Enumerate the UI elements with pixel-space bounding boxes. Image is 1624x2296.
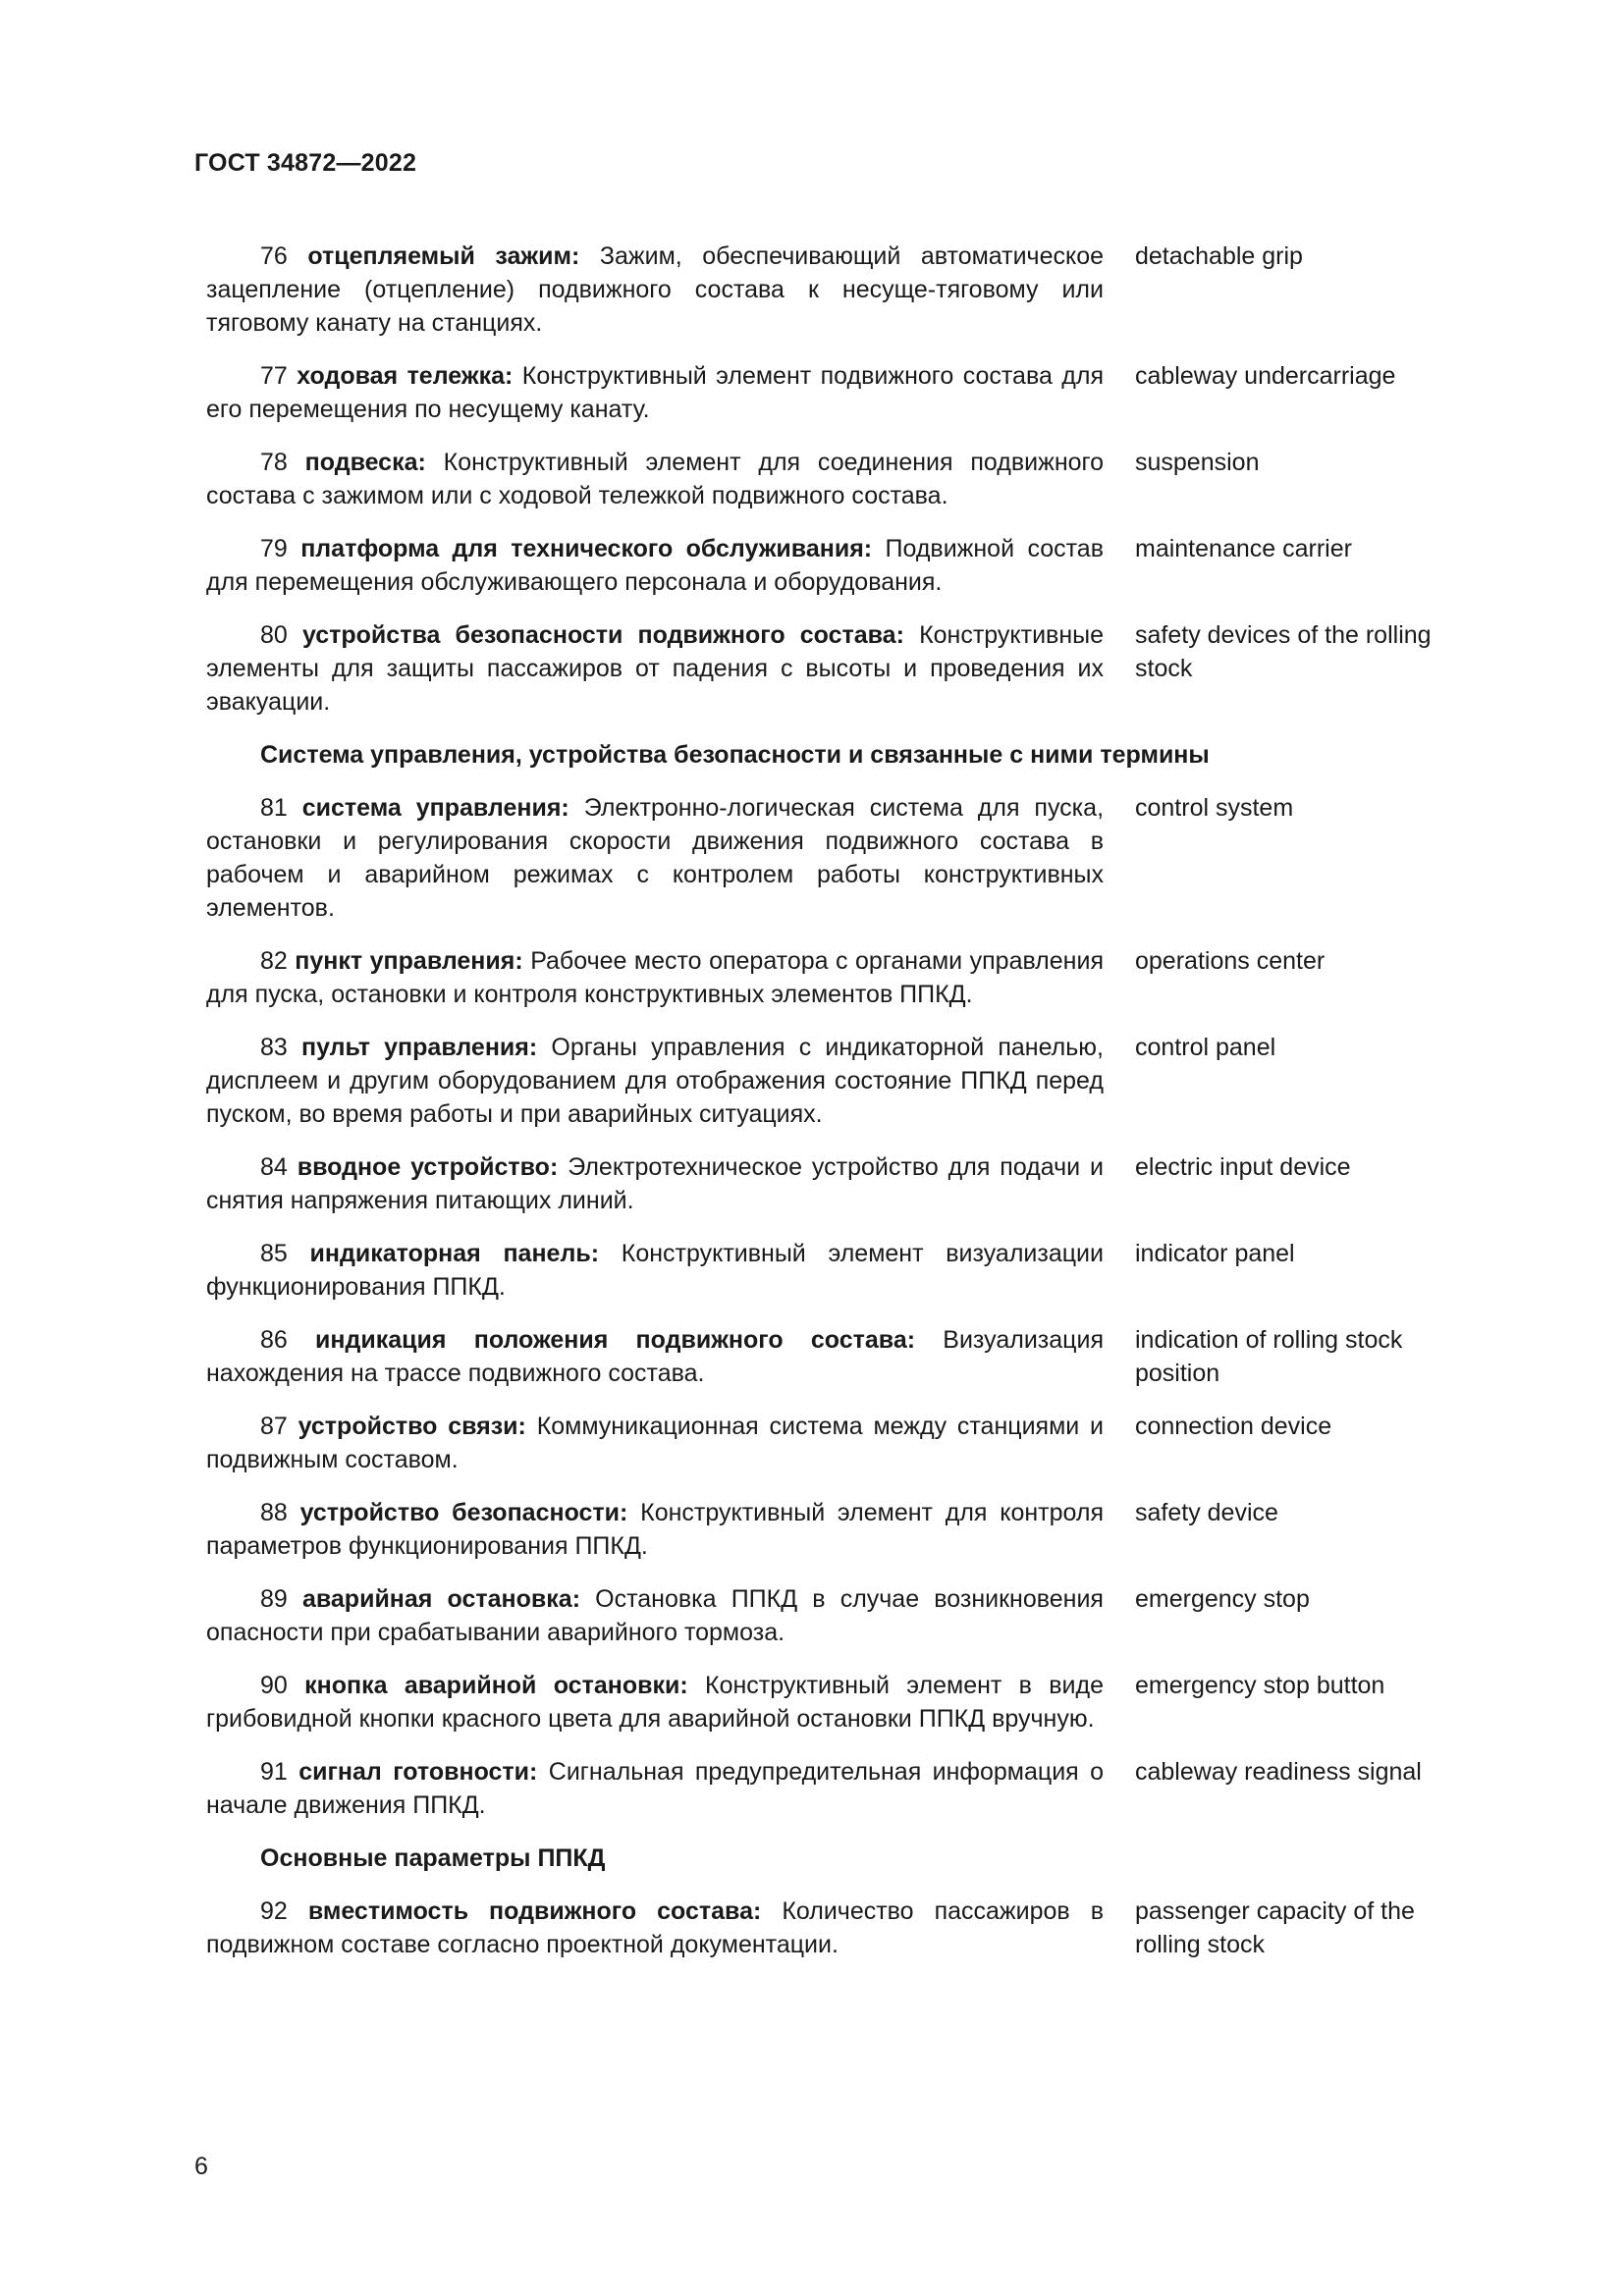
term-definition-ru xyxy=(206,944,1104,1011)
term-definition-ru xyxy=(206,1582,1104,1649)
term-definition-ru xyxy=(206,618,1104,719)
section-heading-control-system: Система управления, устройства безопасности и связанные с ними термины xyxy=(260,741,1210,769)
term-definition-text: Количество пассажиров в подвижном составе согласно проектной документации. xyxy=(206,1897,1104,1958)
term-name: пульт управления: xyxy=(301,1034,538,1061)
term-definition-ru xyxy=(206,1031,1104,1131)
term-definition-text: Конструктивные элементы для защиты пассажиров от падения с высоты и проведения их эвакуации. xyxy=(206,621,1105,716)
term-number: 78 xyxy=(260,449,288,476)
term-name: система управления: xyxy=(301,794,569,822)
term-english: safety devices of the rolling stock xyxy=(1135,621,1432,682)
term-definition-text: Визуализация нахождения на трассе подвижного состава. xyxy=(206,1326,1104,1387)
term-definition-text: Органы управления с индикаторной панелью, дисплеем и другим оборудованием для отображения состояние ППКД перед пуском, во время работы и при аварийных ситуациях. xyxy=(206,1034,1104,1128)
term-name: подвеска: xyxy=(304,449,426,476)
term-number: 76 xyxy=(260,242,288,270)
term-name: пункт управления: xyxy=(295,947,523,975)
term-entry-90 xyxy=(206,1669,1483,1735)
terms-content xyxy=(206,240,1483,1981)
term-definition-ru xyxy=(206,1895,1104,1961)
term-number: 91 xyxy=(260,1758,288,1786)
term-entry-89 xyxy=(206,1582,1483,1649)
term-number: 85 xyxy=(260,1240,288,1267)
term-name: вместимость подвижного состава: xyxy=(307,1897,762,1925)
term-definition-ru xyxy=(206,446,1104,512)
term-definition-ru xyxy=(206,1755,1104,1822)
term-entry-80 xyxy=(206,618,1483,719)
term-name: ходовая тележка: xyxy=(297,362,514,390)
term-number: 80 xyxy=(260,621,288,649)
term-english: operations center xyxy=(1135,947,1326,975)
term-definition-text: Зажим, обеспечивающий автоматическое зацепление (отцепление) подвижного состава к несуще-тяговому или тяговому канату на станциях. xyxy=(206,242,1105,337)
term-english: control system xyxy=(1135,794,1294,822)
term-number: 84 xyxy=(260,1153,288,1181)
term-english: passenger capacity of the rolling stock xyxy=(1135,1897,1415,1958)
term-entry-78 xyxy=(206,446,1483,512)
term-definition-text: Остановка ППКД в случае возникновения опасности при срабатывании аварийного тормоза. xyxy=(206,1585,1104,1646)
term-number: 92 xyxy=(260,1897,288,1925)
term-number: 77 xyxy=(260,362,288,390)
term-name: вводное устройство: xyxy=(297,1153,559,1181)
term-number: 81 xyxy=(260,794,288,822)
term-name: индикация положения подвижного состава: xyxy=(315,1326,916,1354)
term-definition-text: Коммуникационная система между станциями и подвижным составом. xyxy=(206,1413,1104,1473)
term-definition-ru xyxy=(206,532,1104,599)
term-name: аварийная остановка: xyxy=(301,1585,581,1613)
term-entry-77 xyxy=(206,359,1483,426)
term-name: платформа для технического обслуживания: xyxy=(300,535,873,562)
term-definition-text: Конструктивный элемент для контроля параметров функционирования ППКД. xyxy=(206,1499,1104,1560)
term-definition-text: Конструктивный элемент для соединения подвижного состава с зажимом или с ходовой тележкой подвижного состава. xyxy=(206,449,1104,509)
term-definition-text: Конструктивный элемент подвижного состава для его перемещения по несущему канату. xyxy=(206,362,1105,423)
term-definition-ru xyxy=(206,359,1104,426)
term-number: 89 xyxy=(260,1585,288,1613)
section-heading-parameters: Основные параметры ППКД xyxy=(260,1844,606,1872)
term-name: устройства безопасности подвижного состава: xyxy=(301,621,904,649)
term-entry-81 xyxy=(206,791,1483,925)
term-english: safety device xyxy=(1135,1499,1278,1526)
term-english: indicator panel xyxy=(1135,1240,1295,1267)
term-name: сигнал готовности: xyxy=(298,1758,538,1786)
term-number: 86 xyxy=(260,1326,288,1354)
term-english: emergency stop xyxy=(1135,1585,1310,1613)
term-definition-text: Сигнальная предупредительная информация о начале движения ППКД. xyxy=(206,1758,1104,1819)
term-entry-79 xyxy=(206,532,1483,599)
term-entry-85 xyxy=(206,1237,1483,1304)
term-name: кнопка аварийной остановки: xyxy=(304,1672,688,1699)
term-number: 88 xyxy=(260,1499,288,1526)
term-name: устройство связи: xyxy=(298,1413,526,1440)
term-entry-86 xyxy=(206,1323,1483,1390)
term-definition-ru xyxy=(206,240,1104,340)
term-english: detachable grip xyxy=(1135,242,1303,270)
term-entry-87 xyxy=(206,1410,1483,1476)
term-number: 79 xyxy=(260,535,288,562)
page-number: 6 xyxy=(194,2153,208,2180)
term-definition-ru xyxy=(206,1323,1104,1390)
term-english: connection device xyxy=(1135,1413,1332,1440)
term-english: cableway undercarriage xyxy=(1135,362,1396,390)
term-entry-88 xyxy=(206,1496,1483,1563)
term-name: индикаторная панель: xyxy=(309,1240,600,1267)
term-english: electric input device xyxy=(1135,1153,1351,1181)
term-name: устройство безопасности: xyxy=(299,1499,628,1526)
term-entry-91 xyxy=(206,1755,1483,1822)
term-english: indication of rolling stock position xyxy=(1135,1326,1403,1387)
term-definition-ru xyxy=(206,791,1104,925)
term-definition-ru xyxy=(206,1496,1104,1563)
document-header: ГОСТ 34872—2022 xyxy=(194,149,417,177)
term-number: 90 xyxy=(260,1672,288,1699)
term-definition-ru xyxy=(206,1237,1104,1304)
term-entry-83 xyxy=(206,1031,1483,1131)
term-definition-ru xyxy=(206,1410,1104,1476)
term-definition-ru xyxy=(206,1669,1104,1735)
term-definition-text: Электронно-логическая система для пуска, остановки и регулирования скорости движения подвижного состава в рабочем и аварийном режимах с контролем работы конструктивных элементов. xyxy=(206,794,1105,922)
term-english: maintenance carrier xyxy=(1135,535,1352,562)
term-definition-text: Конструктивный элемент визуализации функционирования ППКД. xyxy=(206,1240,1104,1301)
term-number: 82 xyxy=(260,947,288,975)
term-entry-76 xyxy=(206,240,1483,340)
term-entry-82 xyxy=(206,944,1483,1011)
term-definition-text: Подвижной состав для перемещения обслуживающего персонала и оборудования. xyxy=(206,535,1104,596)
term-entry-92 xyxy=(206,1895,1483,1961)
term-english: cableway readiness signal xyxy=(1135,1758,1422,1786)
term-english: emergency stop button xyxy=(1135,1672,1385,1699)
term-name: отцепляемый зажим: xyxy=(307,242,580,270)
term-number: 83 xyxy=(260,1034,288,1061)
term-definition-text: Рабочее место оператора с органами управления для пуска, остановки и контроля конструктивных элементов ППКД. xyxy=(206,947,1104,1008)
term-english: control panel xyxy=(1135,1034,1276,1061)
term-entry-84 xyxy=(206,1150,1483,1217)
term-definition-text: Конструктивный элемент в виде грибовидной кнопки красного цвета для аварийной остановки ППКД вручную. xyxy=(206,1672,1104,1733)
term-definition-ru xyxy=(206,1150,1104,1217)
term-definition-text: Электротехническое устройство для подачи и снятия напряжения питающих линий. xyxy=(206,1153,1104,1214)
term-number: 87 xyxy=(260,1413,288,1440)
term-english: suspension xyxy=(1135,449,1260,476)
